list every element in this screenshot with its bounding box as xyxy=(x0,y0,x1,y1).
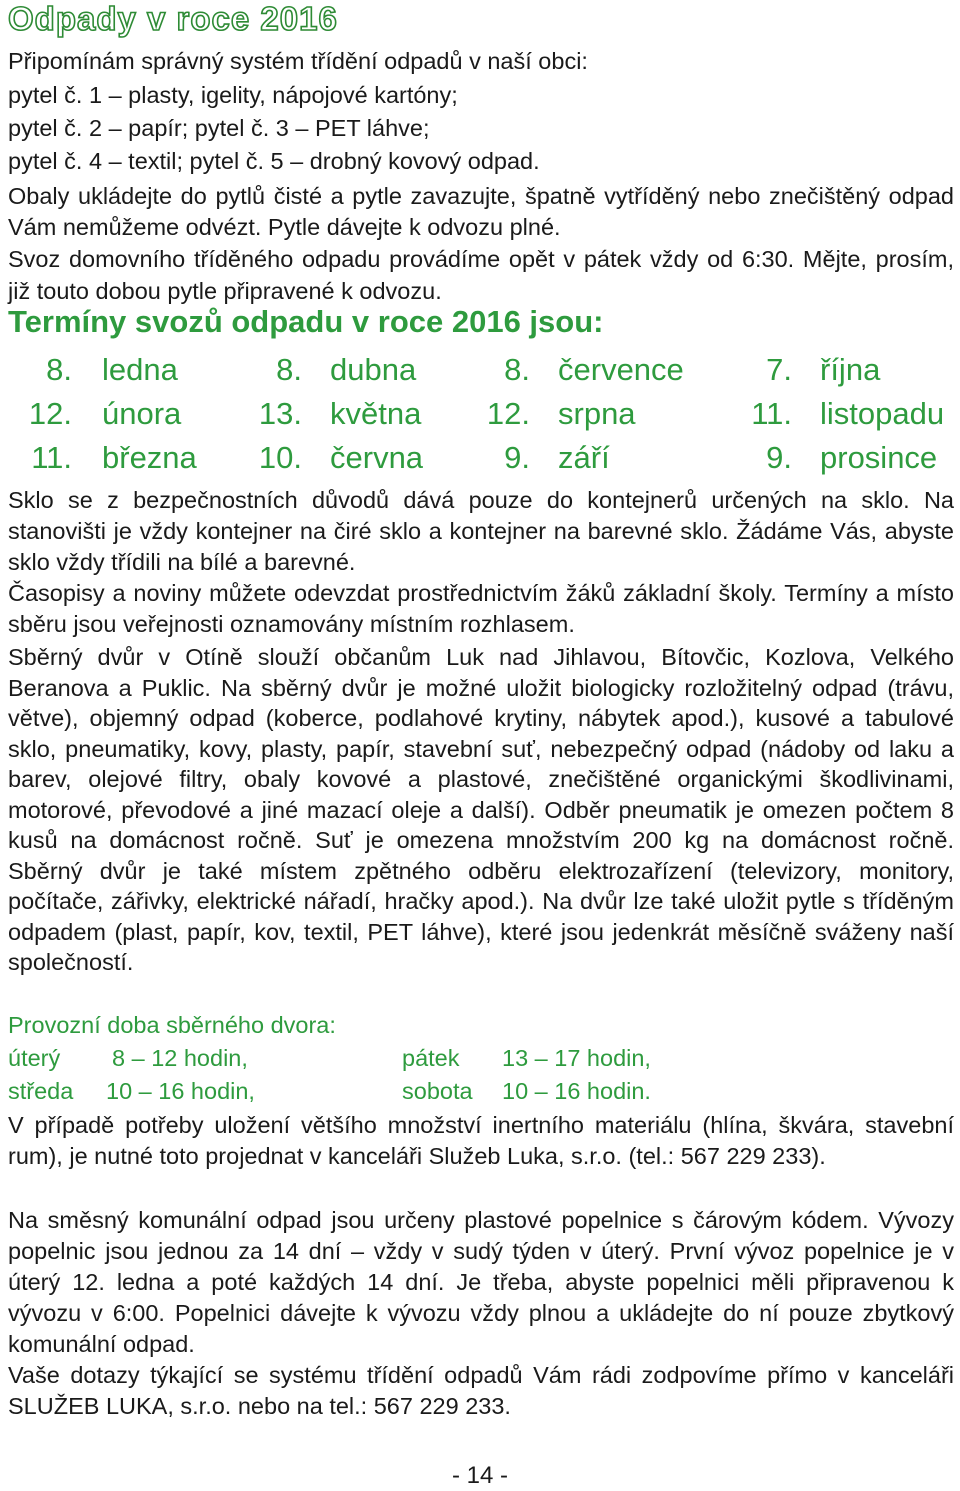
schedule-month: října xyxy=(820,352,881,387)
schedule-day: 11. xyxy=(31,440,72,475)
schedule-day: 8. xyxy=(46,352,72,387)
schedule-month: března xyxy=(102,440,197,475)
hours-time: 10 – 16 hodin, xyxy=(106,1078,255,1104)
schedule-row xyxy=(0,396,960,436)
schedule-day: 7. xyxy=(766,352,792,387)
schedule-month: listopadu xyxy=(820,396,945,431)
schedule-month: dubna xyxy=(330,352,417,387)
hours-day: středa xyxy=(8,1078,74,1104)
schedule-heading: Termíny svozů odpadu v roce 2016 jsou: xyxy=(8,304,604,339)
schedule-row xyxy=(0,440,960,480)
schedule-month: září xyxy=(558,440,610,475)
hours-time: 10 – 16 hodin. xyxy=(502,1078,651,1104)
hours-time: 13 – 17 hodin, xyxy=(502,1045,651,1071)
schedule-month: února xyxy=(102,396,182,431)
hours-time: 8 – 12 hodin, xyxy=(112,1045,248,1071)
intro-line: Připomínám správný systém třídění odpadů v naší obci: xyxy=(8,48,588,74)
intro-line: pytel č. 1 – plasty, igelity, nápojové kartóny; xyxy=(8,82,458,108)
schedule-day: 12. xyxy=(28,396,72,431)
pickup-paragraph: Svoz domovního tříděného odpadu provádíme opět v pátek vždy od 6:30. Mějte, prosím, již touto dobou pytle připravené k odvozu. xyxy=(8,246,954,304)
schedule-month: prosince xyxy=(820,440,938,475)
schedule-month: července xyxy=(558,352,684,387)
intro-line: pytel č. 4 – textil; pytel č. 5 – drobný kovový odpad. xyxy=(8,148,540,174)
hours-day: úterý xyxy=(8,1045,61,1071)
collection-yard-paragraph: Sběrný dvůr v Otíně slouží občanům Luk nad Jihlavou, Bítovčic, Kozlova, Velkého Beranova a Puklic. Na sběrný dvůr je možné uložit biologicky rozložitelný odpad (trávu, větve), objemný odpad (koberce, podlahové krytiny, nábytek apod.), kusové a tabulové sklo, pneumatiky, kovy, plasty, papír, stavební suť, nebezpečný odpad (nádoby od laku a barev, olejové filtry, obaly kovové a plastové, znečištěné organickými škodlivinami, motorové, převodové a jiné mazací oleje a další). Odběr pneumatik je omezen počtem 8 kusů na domácnost ročně. Suť je omezena množstvím 200 kg na domácnost ročně. Sběrný dvůr je také místem zpětného odběru elektrozařízení (televizory, monitory, počítače, zářivky, elektrické nářadí, hračky apod.). Na dvůr lze také uložit pytle s tříděným odpadem (plast, papír, kov, textil, PET láhve), které jsou jedenkrát měsíčně sváženy naší společností. xyxy=(8,644,954,975)
schedule-day: 9. xyxy=(504,440,530,475)
magazines-paragraph: Časopisy a noviny můžete odevzdat prostřednictvím žáků základní školy. Termíny a místo sběru jsou veřejnosti oznamovány místním rozhlasem. xyxy=(8,580,954,637)
bins-paragraph: Na směsný komunální odpad jsou určeny plastové popelnice s čárovým kódem. Vývozy popelnic jsou jednou za 14 dní – vždy v sudý týden v úterý. První vývoz popelnice je v úterý 12. ledna a poté každých 14 dní. Je třeba, abyste popelnici měli připravenou k vývozu v 6:00. Popelnici dávejte k vývozu vždy plnou a ukládejte do ní pouze zbytkový komunální odpad. xyxy=(8,1207,954,1357)
inert-material-paragraph: V případě potřeby uložení většího množství inertního materiálu (hlína, škvára, stavební rum), je nutné toto projednat v kanceláři Služeb Luka, s.r.o. (tel.: 567 229 233). xyxy=(8,1112,954,1169)
page-title: Odpady v roce 2016 xyxy=(8,0,338,37)
schedule-day: 13. xyxy=(258,396,302,431)
schedule-month: ledna xyxy=(102,352,178,387)
hours-heading: Provozní doba sběrného dvora: xyxy=(8,1012,336,1038)
schedule-day: 8. xyxy=(504,352,530,387)
schedule-day: 9. xyxy=(766,440,792,475)
contact-paragraph: Vaše dotazy týkající se systému třídění odpadů Vám rádi zodpovíme přímo v kanceláři SLUŽEB LUKA, s.r.o. nebo na tel.: 567 229 233. xyxy=(8,1362,954,1419)
hours-day: pátek xyxy=(402,1045,460,1071)
hours-day: sobota xyxy=(402,1078,473,1104)
schedule-month: srpna xyxy=(558,396,636,431)
schedule-month: června xyxy=(330,440,424,475)
schedule-day: 11. xyxy=(751,396,792,431)
schedule-day: 8. xyxy=(276,352,302,387)
schedule-month: května xyxy=(330,396,422,431)
schedule-day: 10. xyxy=(258,440,302,475)
schedule-day: 12. xyxy=(486,396,530,431)
packing-paragraph: Obaly ukládejte do pytlů čisté a pytle zavazujte, špatně vytříděný nebo znečištěný odpad Vám nemůžeme odvézt. Pytle dávejte k odvozu plné. xyxy=(8,183,954,240)
page-number: - 14 - xyxy=(451,1462,508,1489)
schedule-row xyxy=(0,352,960,392)
intro-line: pytel č. 2 – papír; pytel č. 3 – PET láhve; xyxy=(8,115,430,141)
glass-paragraph: Sklo se z bezpečnostních důvodů dává pouze do kontejnerů určených na sklo. Na stanovišti je vždy kontejner na čiré sklo a kontejner na barevné sklo. Žádáme Vás, abyste sklo vždy třídili na bílé a barevné. xyxy=(8,487,954,575)
